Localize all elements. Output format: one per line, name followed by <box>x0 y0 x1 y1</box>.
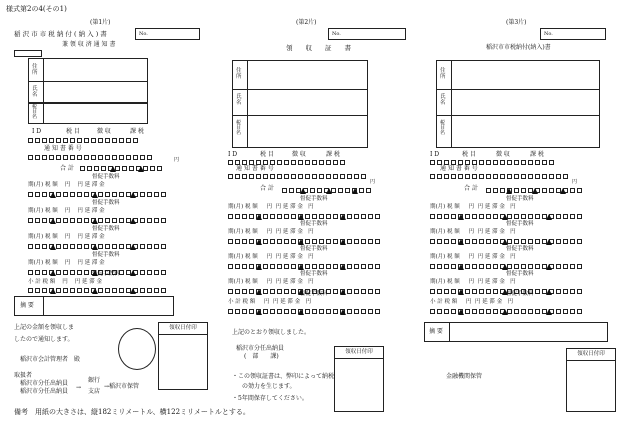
sheet3-row2-yen: 円 <box>468 229 475 235</box>
sheet1-col-0: 税 目 <box>66 128 80 135</box>
sheet2-row3-tax: 税 額 <box>245 254 258 260</box>
sheet1-id-cells <box>28 138 138 143</box>
sheet2-address-block <box>232 60 368 148</box>
sheet3-sub-tax: 税 額 <box>444 299 458 305</box>
sheet1-row2-yen: 円 <box>64 208 71 214</box>
sheet1-row4-period: 期(月) <box>28 260 44 266</box>
sheet3-sub-delay: 延 滞 金 <box>482 299 503 305</box>
sheet1-summary-box <box>14 296 174 316</box>
sheet3-row2-yen3: 円 <box>510 229 516 235</box>
sheet2-row4-delay: 延 滞 金 <box>282 279 303 285</box>
sheet2-row2-yen: 円 <box>266 229 273 235</box>
sheet1-sub-tax: 税 額 <box>42 279 56 285</box>
sheet2-notice-label: 通 知 書 番 号 <box>236 165 274 172</box>
sheet1-route-4: 銀行 <box>88 377 101 384</box>
sheet1-row2-label <box>28 209 105 215</box>
sheet1-sub-yen: 円 <box>62 279 68 285</box>
sheet3-fee-3: 督促手数料 <box>506 246 534 252</box>
sheet3-row4-period: 期(月) <box>430 279 446 285</box>
sheet3-sub-yen: 円 <box>466 299 472 305</box>
sheet3-row3-delay: 延 滞 金 <box>484 254 505 260</box>
sheet1-seal-circle <box>118 328 156 370</box>
sheet1-name-label: 氏 名 <box>32 86 38 98</box>
sheet2-row1-delay: 延 滞 金 <box>282 204 303 210</box>
sheet1-fee-4: 督促手数料 <box>92 252 120 258</box>
sheet3-row2-yen2: 円 <box>477 229 484 235</box>
sheet1-row3-delay: 延 滞 金 <box>84 234 105 240</box>
sheet3-yen-1: 円 <box>572 179 578 185</box>
sheet2-row3-delay: 延 滞 金 <box>282 254 303 260</box>
sheet1-row3-label <box>28 235 105 241</box>
sheet1-sub-delay: 延 滞 金 <box>82 279 103 285</box>
sheet1-yen-1: 円 <box>174 157 180 163</box>
sheet1-route-arrow: → <box>76 384 82 391</box>
sheet1-row4-label <box>28 261 105 267</box>
sheet3-row1-tax: 税 額 <box>447 204 460 210</box>
sheet2-row3-label <box>228 255 314 261</box>
sheet2-row2-label <box>228 230 314 236</box>
sheet3-row3-yen3: 円 <box>510 254 516 260</box>
sheet1-subtotal: 小 計 <box>28 279 41 285</box>
sheet2-row2-yen3: 円 <box>308 229 314 235</box>
sheet1-row4-delay: 延 滞 金 <box>84 260 105 266</box>
sheet2-row4-period: 期(月) <box>228 279 244 285</box>
sheet1-subtotal-label <box>28 280 102 286</box>
sheet1-row1-yen: 円 <box>64 182 71 188</box>
sheet1-row1-yen2: 円 <box>77 182 83 188</box>
sheet2-fee-2: 督促手数料 <box>300 221 328 227</box>
sheet2-stamp-box <box>334 346 384 412</box>
sheet1-notice-cells <box>28 155 152 160</box>
sheet2-note-1: ・この領収証書は、弊印によって納税 <box>232 373 335 380</box>
sheet2-row1-yen3: 円 <box>308 204 314 210</box>
sheet3-summary-box <box>424 322 608 342</box>
sheet3-address-label: 住 所 <box>440 68 446 80</box>
sheet2-sub-yen: 円 <box>264 299 270 305</box>
sheet3-summary-label: 摘 要 <box>429 328 443 335</box>
sheet1-row2-tax: 税 額 <box>45 208 58 214</box>
sheet2-note-2: の効力を生じます。 <box>242 383 296 390</box>
sheet3-row2-tax: 税 額 <box>447 229 460 235</box>
sheet3-total: 合 計 <box>464 185 478 192</box>
sheet2-row4-yen3: 円 <box>308 279 314 285</box>
sheet1-row4-tax: 税 額 <box>45 260 58 266</box>
sheet2-subtotal-cells <box>228 309 380 314</box>
sheet2-no-label: No. <box>332 31 341 37</box>
sheet1-stamp-caption: 領収日付印 <box>159 323 207 335</box>
sheet1-col-1: 徴 収 <box>97 128 111 135</box>
sheet3-row4-delay: 延 滞 金 <box>484 279 505 285</box>
sheet3-row1-yen3: 円 <box>510 204 516 210</box>
sheet2-row2-tax: 税 額 <box>245 229 258 235</box>
sheet3-name-label: 氏 名 <box>440 94 446 106</box>
sheet1-route-5: 支店 <box>88 388 101 395</box>
sheet3-row3-yen: 円 <box>468 254 475 260</box>
sheet2-row2-delay: 延 滞 金 <box>282 229 303 235</box>
sheet1-total: 合 計 <box>60 165 74 172</box>
sheet1-stub-box <box>14 50 42 57</box>
sheet1-row1-tax: 税 額 <box>45 182 58 188</box>
sheet3-row4-yen: 円 <box>468 279 475 285</box>
sheet3-tax-label: 税 目 名 <box>440 120 446 136</box>
sheet2-no-box <box>328 28 406 40</box>
sheet2-address-label: 住 所 <box>236 68 242 80</box>
sheet2-row1-period: 期(月) <box>228 204 244 210</box>
sheet2-row1-tax: 税 額 <box>245 204 258 210</box>
sheet3-row3-tax: 税 額 <box>447 254 460 260</box>
sheet3-subtotal-label <box>430 300 513 306</box>
sheet1-row1-label <box>28 183 105 189</box>
sheet3-subtotal: 小 計 <box>430 299 443 305</box>
sheet3-sub-yen3: 円 <box>507 299 514 305</box>
sheet3-row1-yen2: 円 <box>477 204 484 210</box>
sheet1-row3-yen2: 円 <box>77 234 83 240</box>
sheet3-id-label: I D <box>430 151 440 158</box>
sheet3-row1-period: 期(月) <box>430 204 446 210</box>
sheet1-col-2: 課 税 <box>130 128 144 135</box>
sheet2-fee-4: 督促手数料 <box>300 271 328 277</box>
sheet2-title: 領 収 証 書 <box>286 44 351 52</box>
sheet2-sub-delay: 延 滞 金 <box>280 299 301 305</box>
sheet3-stamp-box <box>566 348 616 412</box>
sheet1-row3-tax: 税 額 <box>45 234 58 240</box>
sheet2-row1-label <box>228 205 314 211</box>
sheet1-route-3: 稲沢市分任出納員 <box>20 388 69 395</box>
sheet1-row2-yen2: 円 <box>77 208 83 214</box>
form-id: 様式第2の4(その1) <box>6 5 67 13</box>
sheet3-fee-1: 督促手数料 <box>506 196 534 202</box>
sheet3-fee-5: 督促手数料 <box>506 291 534 297</box>
sheet1-row2-delay: 延 滞 金 <box>84 208 105 214</box>
sheet1-route-1: 取扱者 <box>14 372 33 379</box>
sheet1-fee-5: 督促手数料 <box>92 271 120 277</box>
sheet1-summary-label: 摘 要 <box>20 302 34 309</box>
sheet2-row3-yen3: 円 <box>308 254 314 260</box>
sheet2-row2-period: 期(月) <box>228 229 244 235</box>
sheet2-collector-2: ( 部 課) <box>244 353 279 360</box>
sheet2-notice-cells <box>228 174 366 179</box>
sheet3-row3-yen2: 円 <box>477 254 484 260</box>
sheet2-row1-cells <box>228 214 380 219</box>
sheet2-row3-yen: 円 <box>266 254 273 260</box>
sheet1-page: (第1片) <box>90 19 111 26</box>
sheet3-notice-cells <box>430 174 568 179</box>
sheet2-tax-label: 税 目 名 <box>236 120 242 136</box>
sheet2-name-label: 氏 名 <box>236 94 242 106</box>
sheet2-row4-yen2: 円 <box>275 279 282 285</box>
sheet3-row1-label <box>430 205 516 211</box>
sheet1-total-cells <box>80 166 162 171</box>
sheet3-row3-period: 期(月) <box>430 254 446 260</box>
sheet1-route-6: →稲沢市保管 <box>104 383 140 390</box>
sheet3-row1-yen: 円 <box>468 204 475 210</box>
sheet1-fee-1: 督促手数料 <box>92 174 120 180</box>
sheet3-row4-tax: 税 額 <box>447 279 460 285</box>
sheet2-stamp-caption: 領収日付印 <box>335 347 383 359</box>
sheet2-sub-yen2: 円 <box>273 299 279 305</box>
sheet3-fee-2: 督促手数料 <box>506 221 534 227</box>
sheet3-title: 稲沢市市税納付(納入)書 <box>486 44 551 51</box>
sheet2-col-1: 徴 収 <box>292 151 306 158</box>
sheet1-no-label: No. <box>139 31 148 37</box>
sheet3-no-label: No. <box>544 31 553 37</box>
sheet1-row4-yen: 円 <box>64 260 71 266</box>
sheet2-col-2: 課 税 <box>326 151 340 158</box>
sheet3-no-box <box>540 28 606 40</box>
sheet1-subtitle: 兼 領 収 済 通 知 書 <box>62 41 116 48</box>
sheet1-id-label: I D <box>32 128 42 135</box>
sheet3-col-1: 徴 収 <box>496 151 510 158</box>
sheet1-paid-text-2: したので通知します。 <box>14 336 74 343</box>
sheet2-subtotal: 小 計 <box>228 299 241 305</box>
sheet3-row2-delay: 延 滞 金 <box>484 229 505 235</box>
sheet1-route-2: 稲沢市分任出納員 <box>20 380 69 387</box>
sheet2-collector-1: 稲沢市分任出納員 <box>236 345 285 352</box>
sheet3-row2-label <box>430 230 516 236</box>
sheet3-col-2: 課 税 <box>530 151 544 158</box>
sheet3-row4-yen3: 円 <box>510 279 516 285</box>
sheet3-page: (第3片) <box>506 19 527 26</box>
sheet1-stamp-box <box>158 322 208 390</box>
sheet2-row4-label <box>228 280 314 286</box>
sheet3-row2-period: 期(月) <box>430 229 446 235</box>
sheet3-row1-delay: 延 滞 金 <box>484 204 505 210</box>
sheet2-paid-text: 上記のとおり領収しました。 <box>232 329 311 336</box>
sheet2-fee-3: 督促手数料 <box>300 246 328 252</box>
sheet2-row1-yen2: 円 <box>275 204 282 210</box>
sheet2-fee-1: 督促手数料 <box>300 196 328 202</box>
sheet3-stamp-caption: 領収日付印 <box>567 349 615 361</box>
sheet2-row2-cells <box>228 239 380 244</box>
sheet2-row1-yen: 円 <box>266 204 273 210</box>
sheet2-row2-yen2: 円 <box>275 229 282 235</box>
sheet1-tax-label: 税 目 名 <box>32 104 38 120</box>
sheet1-row3-yen: 円 <box>64 234 71 240</box>
sheet3-row4-label <box>430 280 516 286</box>
sheet1-address-label: 住 所 <box>32 64 38 76</box>
sheet2-row4-yen: 円 <box>266 279 273 285</box>
sheet1-paid-text-1: 上記の金額を領収しま <box>14 324 75 331</box>
sheet1-manager: 稲沢市会計管理者 殿 <box>20 356 81 363</box>
sheet2-row3-period: 期(月) <box>228 254 244 260</box>
sheet2-total: 合 計 <box>260 185 274 192</box>
sheet3-notice-label: 通 知 書 番 号 <box>440 165 478 172</box>
sheet3-row3-label <box>430 255 516 261</box>
sheet1-notice-label: 通 知 書 番 号 <box>44 145 82 152</box>
sheet1-fee-2: 督促手数料 <box>92 200 120 206</box>
sheet3-address-block <box>436 60 600 148</box>
sheet2-sub-tax: 税 額 <box>242 299 256 305</box>
sheet1-sub-yen2: 円 <box>74 279 81 285</box>
sheet2-row3-cells <box>228 264 380 269</box>
sheet2-subtotal-label <box>228 300 311 306</box>
sheet1-row1-delay: 延 滞 金 <box>84 182 105 188</box>
sheet2-fee-5: 督促手数料 <box>300 291 328 297</box>
sheet1-row4-yen2: 円 <box>77 260 83 266</box>
sheet2-yen-1: 円 <box>370 179 376 185</box>
footer-note: 備考 用紙の大きさは、縦182ミリメートル、横122ミリメートルとする。 <box>14 408 250 416</box>
sheet1-fee-3: 督促手数料 <box>92 226 120 232</box>
sheet2-id-label: I D <box>228 151 238 158</box>
sheet2-sub-yen3: 円 <box>305 299 312 305</box>
sheet1-title: 稲 沢 市 市 税 納 付 ( 納 入 ) 書 <box>14 30 107 38</box>
sheet2-row3-yen2: 円 <box>275 254 282 260</box>
sheet2-row4-tax: 税 額 <box>245 279 258 285</box>
sheet3-sub-yen2: 円 <box>475 299 481 305</box>
sheet2-note-3: ・5年間保存してください。 <box>232 395 308 402</box>
sheet3-row4-yen2: 円 <box>477 279 484 285</box>
sheet1-tax-block <box>28 102 148 124</box>
sheet1-row2-period: 期(月) <box>28 208 44 214</box>
sheet3-col-0: 税 目 <box>462 151 476 158</box>
sheet2-page: (第2片) <box>296 19 317 26</box>
sheet3-fee-4: 督促手数料 <box>506 271 534 277</box>
sheet1-no-box <box>135 28 200 40</box>
sheet3-bank-keep: 金融機関保管 <box>446 373 483 380</box>
sheet1-row1-period: 期(月) <box>28 182 44 188</box>
sheet2-col-0: 税 目 <box>260 151 274 158</box>
sheet1-row3-period: 期(月) <box>28 234 44 240</box>
